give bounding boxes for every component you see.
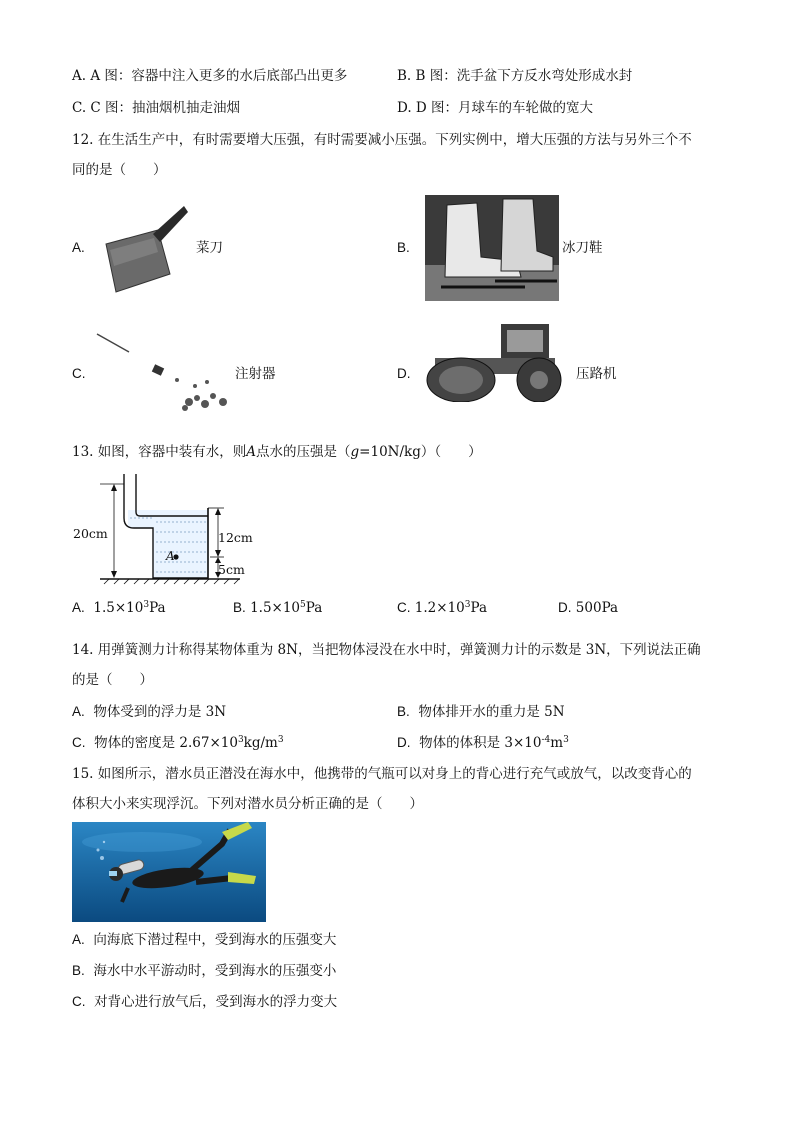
q13-option-c bbox=[397, 600, 487, 616]
q14-option-d-label: D. bbox=[397, 735, 411, 750]
fig-label-point-a: A bbox=[166, 549, 175, 563]
q14-option-c-label: C. bbox=[72, 735, 86, 750]
q12-option-a-text: 菜刀 bbox=[196, 240, 223, 256]
syringe-image bbox=[95, 332, 235, 414]
q13-stem-point: A bbox=[246, 444, 257, 460]
q14-option-c bbox=[72, 735, 284, 751]
q12-option-a-label: A. bbox=[72, 240, 85, 255]
q15-option-b-label: B. bbox=[72, 963, 85, 978]
q15-option-a bbox=[72, 932, 336, 948]
q14-option-c-exp: 3 bbox=[237, 735, 244, 745]
q13-option-a-unit: Pa bbox=[149, 600, 166, 616]
q14-option-c-unit: kg/m bbox=[243, 735, 278, 751]
q14-option-d-pre: 物体的体积是 3×10 bbox=[419, 735, 542, 751]
q11-option-b: B. B 图：洗手盆下方反水弯处形成水封 bbox=[397, 68, 633, 84]
q15-option-a-text: 向海底下潜过程中，受到海水的压强变大 bbox=[93, 932, 337, 948]
q13-option-b-unit: Pa bbox=[305, 600, 323, 616]
q12-option-b-label: B. bbox=[397, 240, 410, 255]
q13-option-b-exp: 5 bbox=[300, 600, 306, 610]
q15-stem-line2: 体积大小来实现浮沉。下列对潜水员分析正确的是（ ） bbox=[72, 796, 423, 812]
q13-option-a-label: A. bbox=[72, 600, 85, 615]
q13-option-c-label: C. bbox=[397, 600, 411, 615]
q13-stem-mid: 点水的压强是（ bbox=[256, 444, 351, 460]
q12-option-c-text: 注射器 bbox=[235, 366, 276, 382]
q13-stem-pre: 13. 如图，容器中装有水，则 bbox=[72, 444, 247, 460]
q12-option-d-text: 压路机 bbox=[576, 366, 617, 382]
q14-option-d-unit: m bbox=[550, 735, 564, 751]
q14-option-a-text: 物体受到的浮力是 3N bbox=[93, 704, 227, 720]
q15-option-c-label: C. bbox=[72, 994, 86, 1009]
q14-option-b-text: 物体排开水的重力是 5N bbox=[418, 704, 565, 720]
q14-stem-line2: 的是（ ） bbox=[72, 672, 153, 688]
q13-option-d-label: D. bbox=[558, 600, 572, 615]
q11-option-a: A. A 图：容器中注入更多的水后底部凸出更多 bbox=[72, 68, 348, 84]
q14-option-a-label: A. bbox=[72, 704, 85, 719]
q15-option-c-text: 对背心进行放气后，受到海水的浮力变大 bbox=[94, 994, 338, 1010]
q12-option-d-label: D. bbox=[397, 366, 411, 381]
ice-skate-image bbox=[425, 195, 559, 301]
q13-stem-g: g bbox=[350, 444, 360, 460]
q13-option-d-text: 500Pa bbox=[575, 600, 619, 616]
q15-stem-line1: 15. 如图所示，潜水员正潜没在海水中，他携带的气瓶可以对身上的背心进行充气或放气，以改变背心的 bbox=[72, 766, 692, 782]
q13-option-a bbox=[72, 600, 166, 616]
q15-option-c bbox=[72, 994, 337, 1010]
q12-option-b-text: 冰刀鞋 bbox=[562, 240, 603, 256]
q13-option-c-unit: Pa bbox=[470, 600, 488, 616]
q13-option-a-exp: 3 bbox=[143, 600, 150, 610]
road-roller-image bbox=[425, 318, 570, 402]
q14-option-d bbox=[397, 735, 569, 751]
q14-option-c-pre: 物体的密度是 2.67×10 bbox=[94, 735, 238, 751]
q14-option-d-exp: -4 bbox=[541, 735, 551, 745]
q13-stem-post: =10N/kg）（ ） bbox=[359, 444, 482, 460]
q13-option-d bbox=[558, 600, 618, 616]
q15-option-a-label: A. bbox=[72, 932, 85, 947]
q14-option-b bbox=[397, 704, 565, 720]
q14-stem-line1: 14. 用弹簧测力计称得某物体重为 8N，当把物体浸没在水中时，弹簧测力计的示数是 3N，下列说法正确 bbox=[72, 642, 701, 658]
q13-option-a-base: 1.5×10 bbox=[93, 600, 144, 616]
q13-stem bbox=[72, 444, 482, 460]
fig-label-5cm: 5cm bbox=[218, 562, 245, 577]
q13-option-c-base: 1.2×10 bbox=[414, 600, 465, 616]
q11-option-d: D. D 图：月球车的车轮做的宽大 bbox=[397, 100, 594, 116]
q12-stem-line1: 12. 在生活生产中，有时需要增大压强，有时需要减小压强。下列实例中，增大压强的方法与另外三个不 bbox=[72, 132, 692, 148]
q13-option-b-base: 1.5×10 bbox=[250, 600, 301, 616]
q13-option-b bbox=[233, 600, 322, 616]
q14-option-d-exp2: 3 bbox=[563, 735, 569, 745]
q12-option-c-label: C. bbox=[72, 366, 86, 381]
diver-photo bbox=[72, 822, 266, 922]
q14-option-a bbox=[72, 704, 226, 720]
q13-option-b-label: B. bbox=[233, 600, 246, 615]
q12-stem-line2: 同的是（ ） bbox=[72, 162, 167, 178]
fig-label-20cm: 20cm bbox=[73, 526, 108, 541]
q14-option-c-exp2: 3 bbox=[277, 735, 284, 745]
cleaver-image bbox=[98, 200, 188, 296]
q15-option-b bbox=[72, 963, 336, 979]
q14-option-b-label: B. bbox=[397, 704, 410, 719]
q15-option-b-text: 海水中水平游动时，受到海水的压强变小 bbox=[93, 963, 337, 979]
q11-option-c: C. C 图：抽油烟机抽走油烟 bbox=[72, 100, 241, 116]
fig-label-12cm: 12cm bbox=[218, 530, 253, 545]
q13-option-c-exp: 3 bbox=[464, 600, 471, 610]
